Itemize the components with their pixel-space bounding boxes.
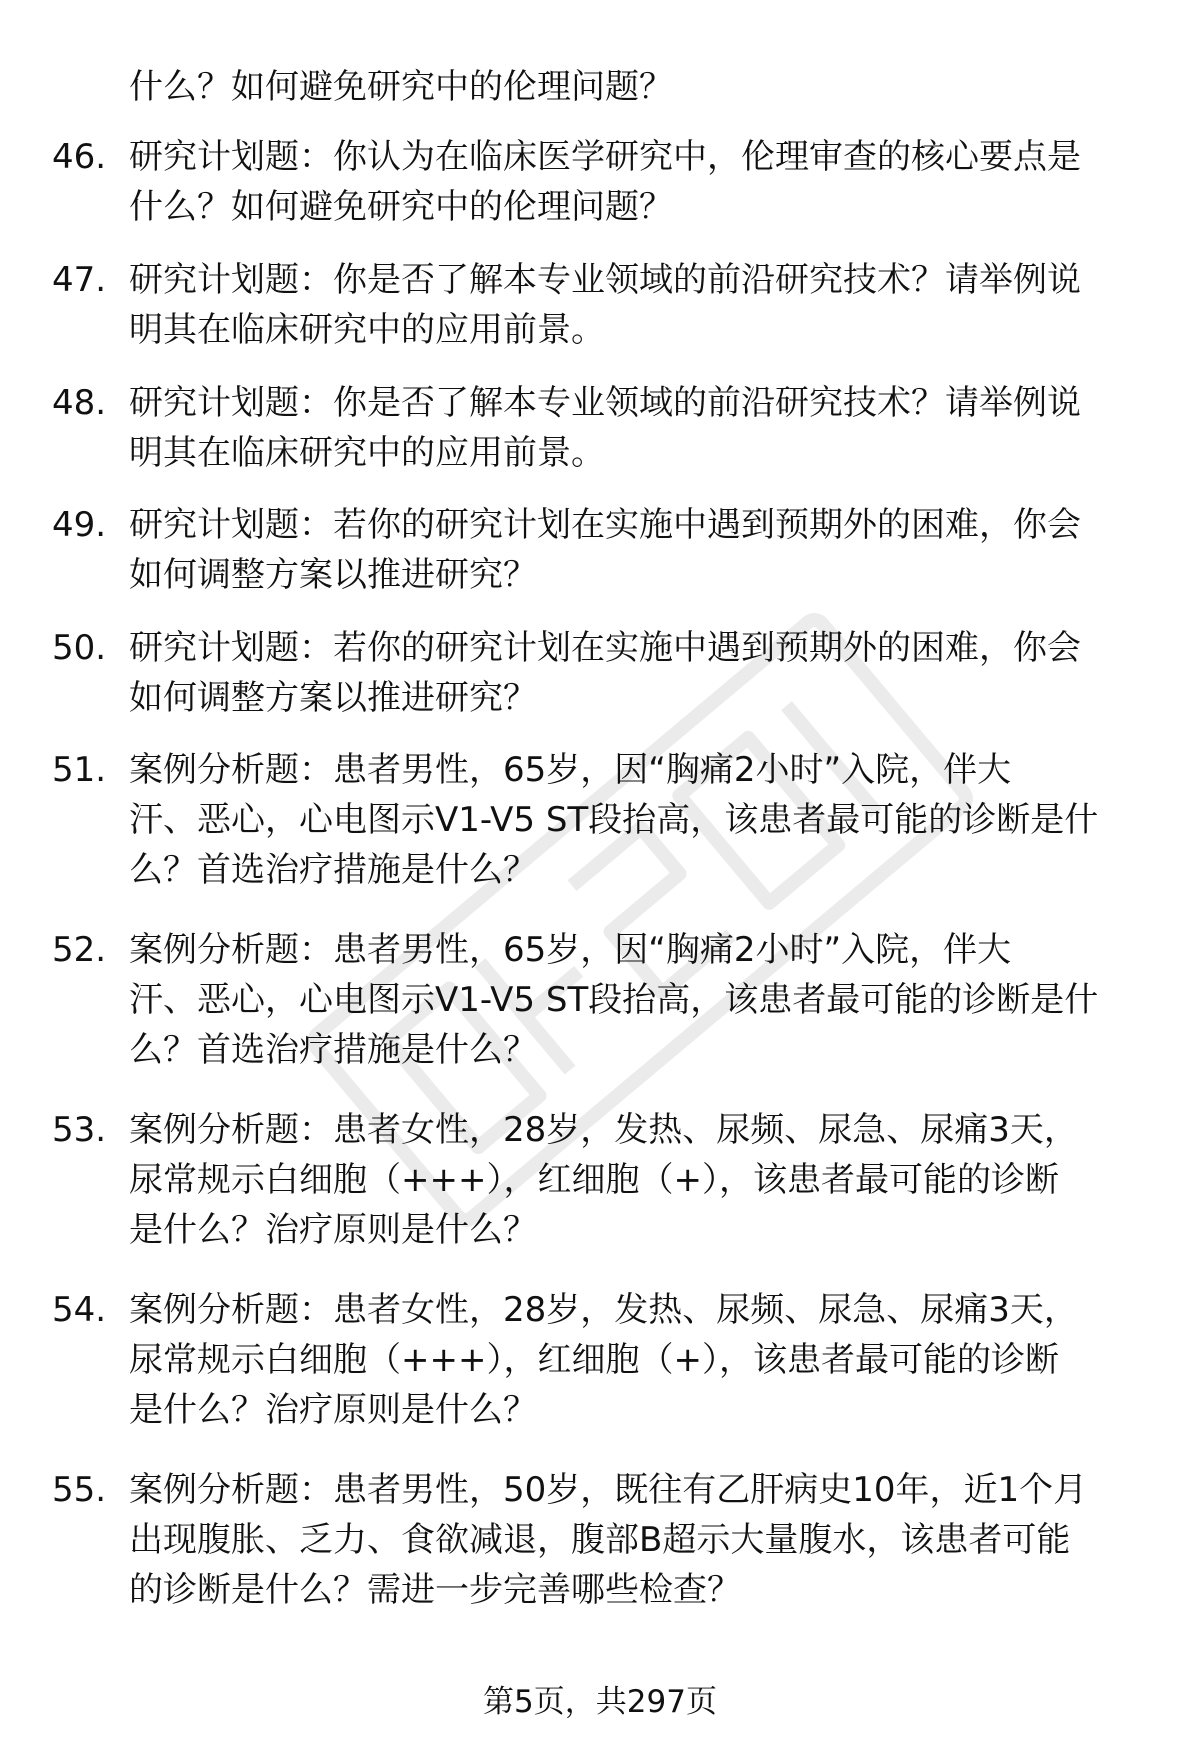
item-number: 52. <box>52 930 107 970</box>
list-item <box>52 1285 1162 1435</box>
item-number: 48. <box>52 383 107 423</box>
item-text: 案例分析题：患者男性，65岁，因“胸痛2小时”入院，伴大 汗、恶心，心电图示V1-V5 ST段抬高，该患者最可能的诊断是什 么？首选治疗措施是什么？ <box>129 750 1099 890</box>
item-text: 研究计划题：你认为在临床医学研究中，伦理审查的核心要点是 什么？如何避免研究中的伦理问题？ <box>129 137 1081 227</box>
item-text: 研究计划题：若你的研究计划在实施中遇到预期外的困难，你会 如何调整方案以推进研究？ <box>129 505 1081 595</box>
item-number: 47. <box>52 260 107 300</box>
list-item <box>52 132 1162 232</box>
item-text: 案例分析题：患者女性，28岁，发热、尿频、尿急、尿痛3天， 尿常规示白细胞（+++），红细胞（+），该患者最可能的诊断 是什么？治疗原则是什么？ <box>129 1110 1078 1250</box>
item-number: 55. <box>52 1470 107 1510</box>
page-footer: 第5页，共297页 <box>483 1684 717 1720</box>
item-number: 54. <box>52 1290 107 1330</box>
list-item <box>52 745 1162 895</box>
item-number: 46. <box>52 137 107 177</box>
item-text: 研究计划题：若你的研究计划在实施中遇到预期外的困难，你会 如何调整方案以推进研究？ <box>129 628 1081 718</box>
list-item <box>52 623 1162 723</box>
continuation-line: 什么？如何避免研究中的伦理问题？ <box>129 67 673 107</box>
list-item <box>52 1465 1162 1615</box>
item-text: 案例分析题：患者男性，50岁，既往有乙肝病史10年，近1个月 出现腹胀、乏力、食欲减退，腹部B超示大量腹水，该患者可能 的诊断是什么？需进一步完善哪些检查？ <box>129 1470 1088 1610</box>
list-item <box>52 925 1162 1075</box>
item-text: 案例分析题：患者男性，65岁，因“胸痛2小时”入院，伴大 汗、恶心，心电图示V1-V5 ST段抬高，该患者最可能的诊断是什 么？首选治疗措施是什么？ <box>129 930 1099 1070</box>
item-number: 51. <box>52 750 107 790</box>
item-text: 案例分析题：患者女性，28岁，发热、尿频、尿急、尿痛3天， 尿常规示白细胞（+++），红细胞（+），该患者最可能的诊断 是什么？治疗原则是什么？ <box>129 1290 1078 1430</box>
item-number: 49. <box>52 505 107 545</box>
item-number: 53. <box>52 1110 107 1150</box>
list-item <box>52 255 1162 355</box>
item-text: 研究计划题：你是否了解本专业领域的前沿研究技术？请举例说 明其在临床研究中的应用前景。 <box>129 260 1081 350</box>
list-item <box>52 378 1162 478</box>
item-number: 50. <box>52 628 107 668</box>
list-item <box>52 500 1162 600</box>
list-item <box>52 1105 1162 1255</box>
item-text: 研究计划题：你是否了解本专业领域的前沿研究技术？请举例说 明其在临床研究中的应用前景。 <box>129 383 1081 473</box>
